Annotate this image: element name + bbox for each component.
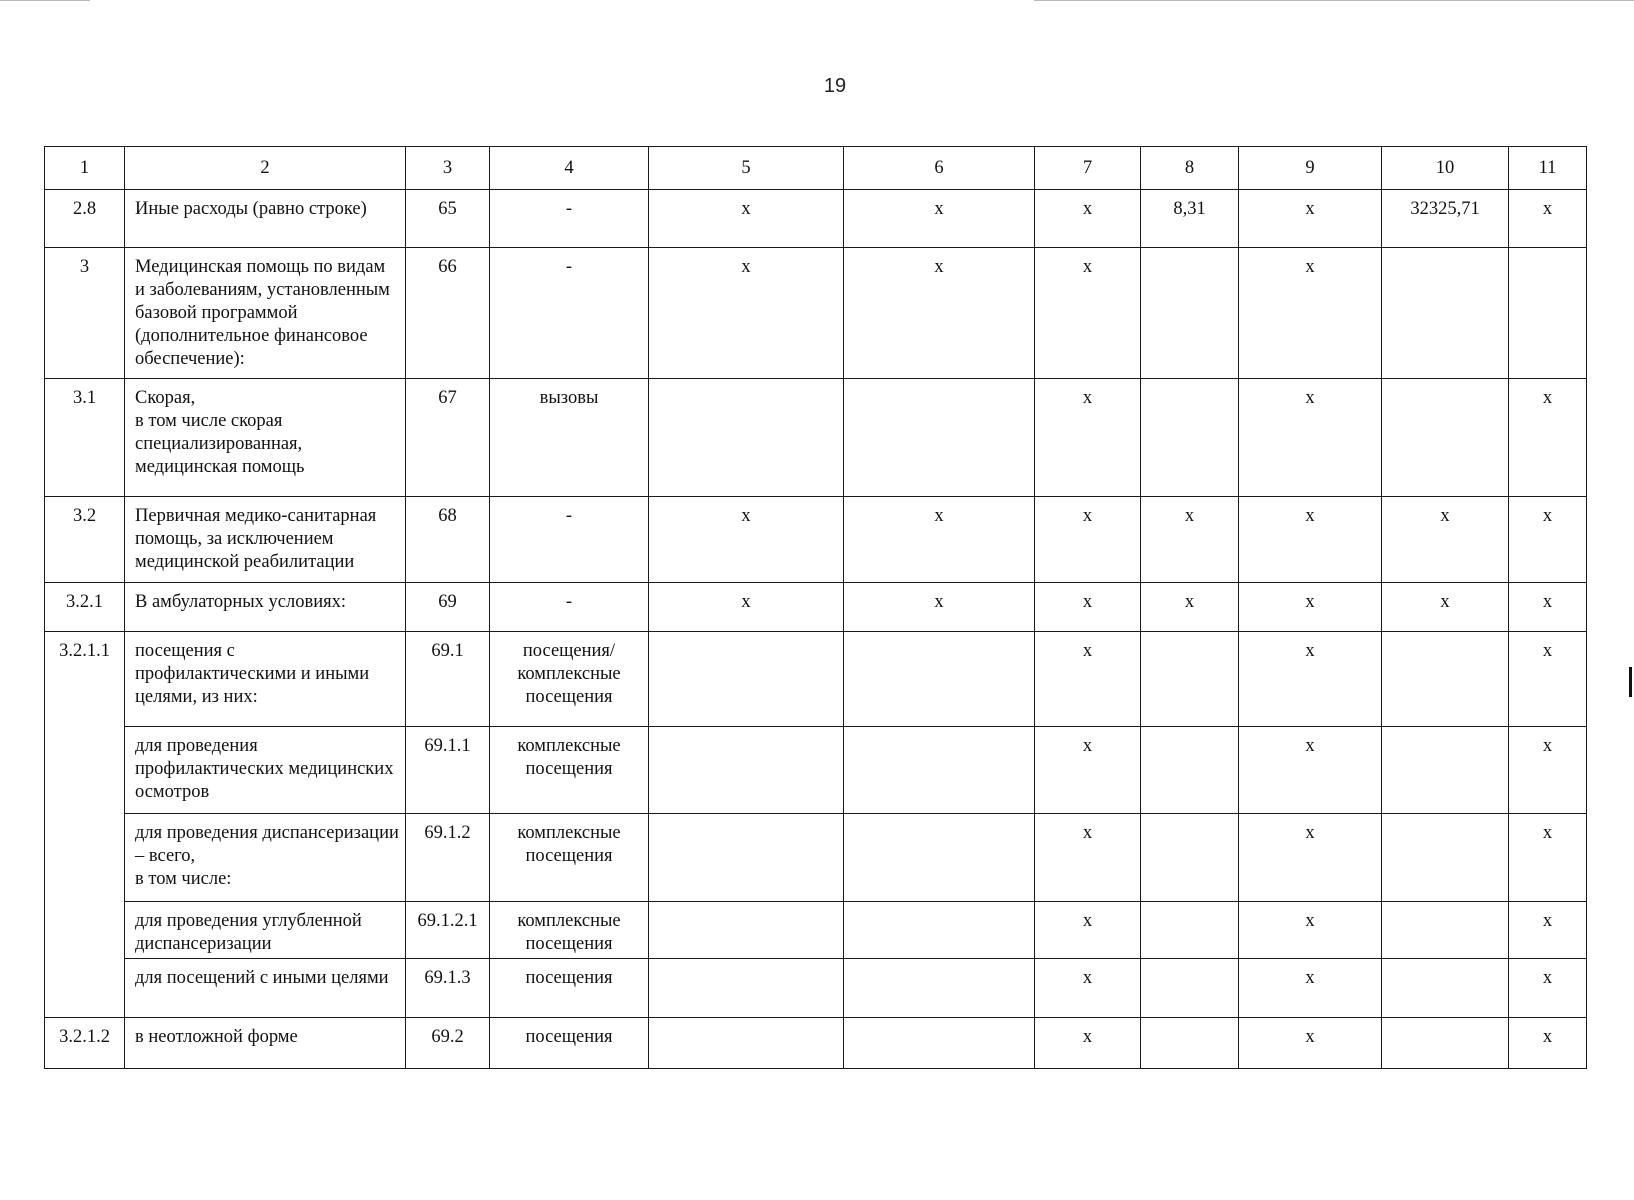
row-line: 69.1 [406,632,490,727]
header-cell: 6 [844,147,1035,190]
table-row [45,814,1587,902]
cell-col11 [1509,248,1587,379]
row-name: для проведения диспансеризации – всего, в том числе: [125,814,406,902]
cell-col9: х [1239,814,1382,902]
row-unit: - [490,497,649,583]
cell-col7: х [1035,248,1141,379]
cell-col8 [1141,727,1239,814]
table-row [45,379,1587,497]
cell-col10 [1382,902,1509,959]
row-line: 69.1.2.1 [406,902,490,959]
row-line: 67 [406,379,490,497]
table-row [45,902,1587,959]
cell-col11: х [1509,727,1587,814]
cell-col9: х [1239,1018,1382,1069]
cell-col7: х [1035,959,1141,1018]
budget-table [44,146,1587,1069]
cell-col7: х [1035,727,1141,814]
cell-col8: х [1141,497,1239,583]
row-number: 3.2 [45,497,125,583]
row-name: Медицинская помощь по видам и заболеваниям, установленным базовой программой (дополнительное финансовое обеспечение): [125,248,406,379]
cell-col9: х [1239,497,1382,583]
row-number: 2.8 [45,190,125,248]
cell-col6: х [844,190,1035,248]
cell-col11: х [1509,1018,1587,1069]
margin-mark [1629,667,1632,697]
cell-col7: х [1035,632,1141,727]
cell-col9: х [1239,959,1382,1018]
cell-col8: х [1141,583,1239,632]
cell-col5 [649,959,844,1018]
cell-col10: х [1382,583,1509,632]
row-line: 69.1.3 [406,959,490,1018]
cell-col6: х [844,248,1035,379]
cell-col6 [844,814,1035,902]
cell-col11: х [1509,814,1587,902]
cell-col7: х [1035,902,1141,959]
header-cell: 1 [45,147,125,190]
cell-col10: 32325,71 [1382,190,1509,248]
row-name: в неотложной форме [125,1018,406,1069]
row-unit: посещения [490,1018,649,1069]
table-row [45,1018,1587,1069]
cell-col10 [1382,248,1509,379]
cell-col10 [1382,632,1509,727]
row-unit: комплексные посещения [490,814,649,902]
header-cell: 2 [125,147,406,190]
header-cell: 8 [1141,147,1239,190]
cell-col6 [844,902,1035,959]
row-number: 3.2.1.1 [45,632,125,1018]
row-unit: посещения [490,959,649,1018]
row-unit: комплексные посещения [490,902,649,959]
row-unit: - [490,190,649,248]
cell-col10 [1382,814,1509,902]
cell-col9: х [1239,248,1382,379]
cell-col7: х [1035,497,1141,583]
cell-col11: х [1509,632,1587,727]
table-row [45,632,1587,727]
row-unit: вызовы [490,379,649,497]
cell-col10 [1382,379,1509,497]
cell-col8 [1141,632,1239,727]
cell-col11: х [1509,497,1587,583]
cell-col9: х [1239,190,1382,248]
cell-col10: х [1382,497,1509,583]
cell-col5: х [649,497,844,583]
table-row [45,190,1587,248]
header-cell: 9 [1239,147,1382,190]
row-line: 68 [406,497,490,583]
cell-col6 [844,959,1035,1018]
row-line: 66 [406,248,490,379]
cell-col8 [1141,902,1239,959]
cell-col11: х [1509,959,1587,1018]
header-cell: 3 [406,147,490,190]
row-unit: посещения/ комплексные посещения [490,632,649,727]
cell-col5 [649,1018,844,1069]
row-name: для проведения углубленной диспансеризации [125,902,406,959]
header-cell: 5 [649,147,844,190]
row-name: посещения с профилактическими и иными целями, из них: [125,632,406,727]
cell-col6 [844,727,1035,814]
cell-col7: х [1035,379,1141,497]
page-number: 19 [823,75,847,97]
cell-col10 [1382,1018,1509,1069]
row-name: для проведения профилактических медицинских осмотров [125,727,406,814]
cell-col5: х [649,190,844,248]
cell-col6: х [844,583,1035,632]
cell-col8 [1141,1018,1239,1069]
cell-col9: х [1239,583,1382,632]
cell-col8: 8,31 [1141,190,1239,248]
table-row [45,959,1587,1018]
row-number: 3.2.1.2 [45,1018,125,1069]
cell-col11: х [1509,583,1587,632]
table-row [45,497,1587,583]
row-line: 69.1.1 [406,727,490,814]
cell-col7: х [1035,814,1141,902]
table-row [45,727,1587,814]
cell-col9: х [1239,632,1382,727]
row-name: Первичная медико-санитарная помощь, за исключением медицинской реабилитации [125,497,406,583]
cell-col11: х [1509,379,1587,497]
cell-col10 [1382,959,1509,1018]
cell-col5 [649,727,844,814]
table-row [45,583,1587,632]
cell-col8 [1141,248,1239,379]
table-row [45,248,1587,379]
cell-col7: х [1035,583,1141,632]
row-unit: - [490,248,649,379]
row-line: 69 [406,583,490,632]
cell-col11: х [1509,902,1587,959]
cell-col5: х [649,248,844,379]
row-line: 69.1.2 [406,814,490,902]
cell-col7: х [1035,190,1141,248]
header-cell: 10 [1382,147,1509,190]
row-unit: - [490,583,649,632]
header-cell: 11 [1509,147,1587,190]
scan-edge-left [0,0,90,1]
cell-col5 [649,632,844,727]
row-number: 3.1 [45,379,125,497]
header-cell: 4 [490,147,649,190]
row-line: 69.2 [406,1018,490,1069]
cell-col10 [1382,727,1509,814]
cell-col5 [649,379,844,497]
cell-col11: х [1509,190,1587,248]
cell-col9: х [1239,902,1382,959]
row-unit: комплексные посещения [490,727,649,814]
cell-col6: х [844,497,1035,583]
cell-col7: х [1035,1018,1141,1069]
cell-col9: х [1239,727,1382,814]
cell-col5 [649,814,844,902]
row-name: для посещений с иными целями [125,959,406,1018]
cell-col9: х [1239,379,1382,497]
cell-col8 [1141,959,1239,1018]
cell-col5: х [649,583,844,632]
cell-col6 [844,632,1035,727]
row-name: Иные расходы (равно строке) [125,190,406,248]
cell-col8 [1141,814,1239,902]
cell-col6 [844,1018,1035,1069]
scan-edge-right [1034,0,1634,1]
row-name: В амбулаторных условиях: [125,583,406,632]
table-header-row [45,147,1587,190]
row-line: 65 [406,190,490,248]
cell-col5 [649,902,844,959]
cell-col6 [844,379,1035,497]
row-number: 3 [45,248,125,379]
cell-col8 [1141,379,1239,497]
row-name: Скорая, в том числе скорая специализированная, медицинская помощь [125,379,406,497]
row-number: 3.2.1 [45,583,125,632]
header-cell: 7 [1035,147,1141,190]
